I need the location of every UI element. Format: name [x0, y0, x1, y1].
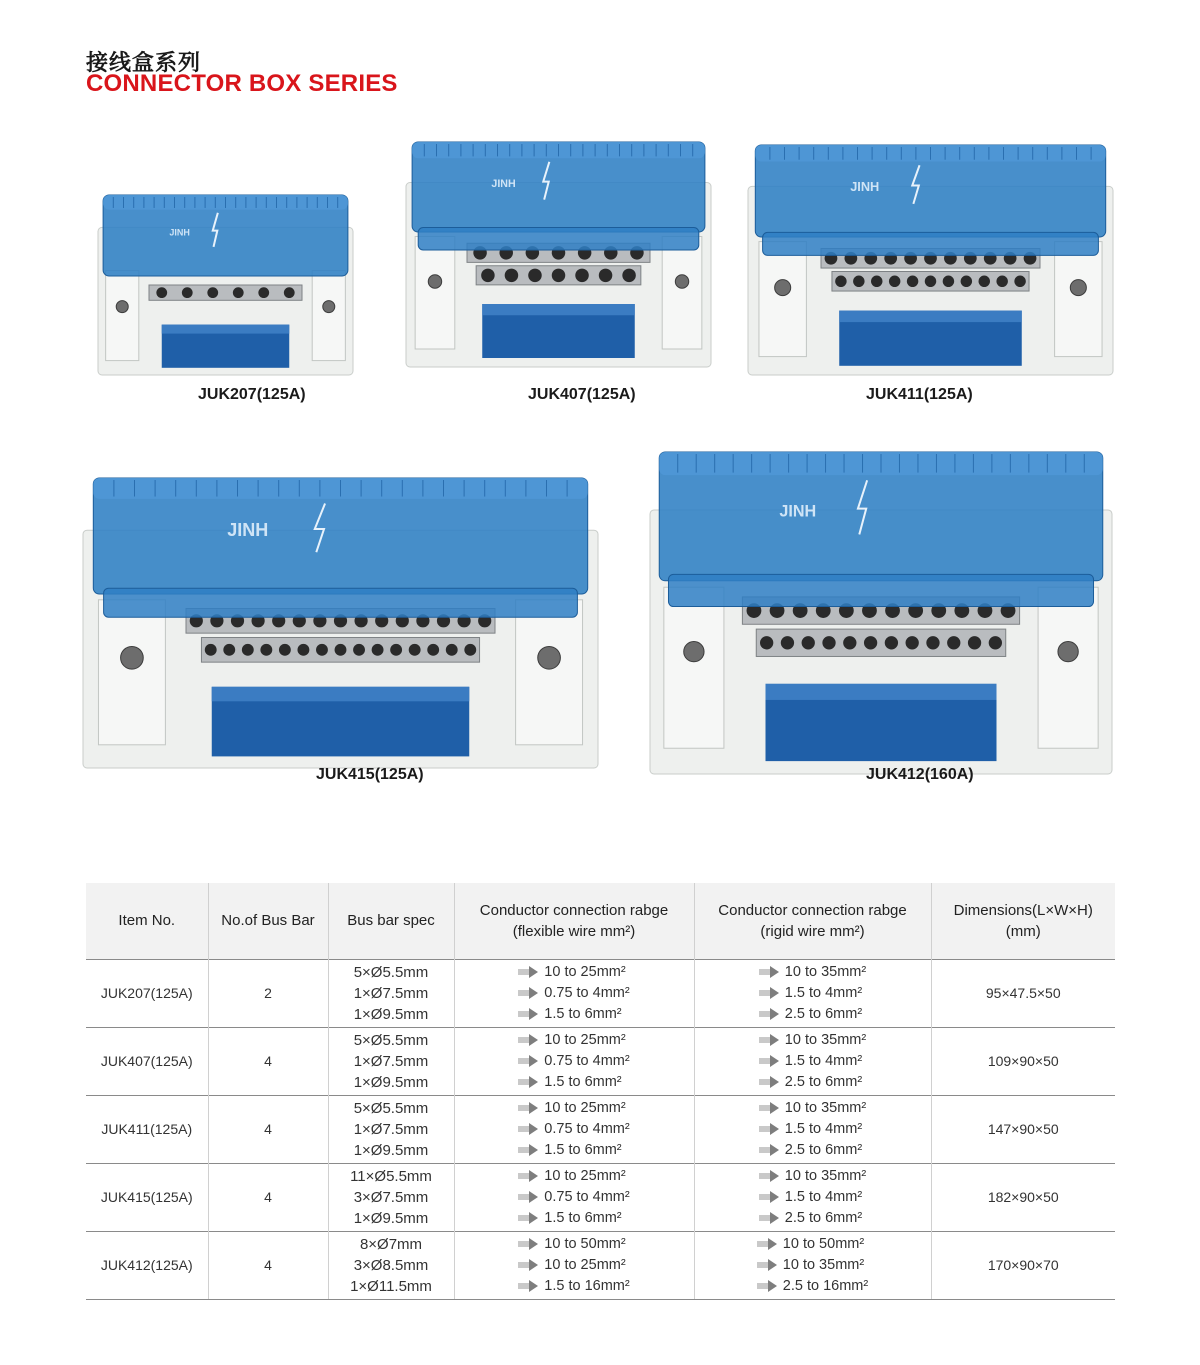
- list-item-text: 10 to 50mm²: [544, 1235, 626, 1252]
- list-item: [354, 1119, 429, 1140]
- column-header-line: Conductor connection rabge: [479, 901, 669, 919]
- column-header-line: (flexible wire mm²): [512, 922, 636, 940]
- connector-box-illustration: [650, 452, 1112, 774]
- flexible-range-cell: [454, 1095, 694, 1163]
- bus-bar-spec-cell: [328, 959, 454, 1027]
- column-header: [694, 883, 931, 959]
- brand-logo: JINH: [850, 179, 880, 194]
- bus-bar-spec-cell: [328, 1027, 454, 1095]
- arrow-icon: [759, 1055, 781, 1067]
- list-item-text: 10 to 25mm²: [544, 1167, 626, 1184]
- arrow-icon: [518, 1170, 540, 1182]
- dimensions-cell: 182×90×50: [931, 1163, 1115, 1231]
- list-item: [759, 1187, 866, 1208]
- list-item-text: 10 to 25mm²: [544, 963, 626, 980]
- item-number-cell: JUK407(125A): [86, 1027, 208, 1095]
- list-item-text: 1×Ø7.5mm: [353, 1120, 429, 1138]
- list-item-text: 3×Ø7.5mm: [353, 1188, 429, 1206]
- bus-bar-spec-cell: [328, 1095, 454, 1163]
- list-item-text: 10 to 35mm²: [784, 963, 867, 980]
- bus-bar-count-cell: 4: [208, 1095, 328, 1163]
- connector-box-illustration: [98, 195, 353, 375]
- item-number-cell: JUK411(125A): [86, 1095, 208, 1163]
- brand-logo: JINH: [779, 502, 817, 521]
- list-item: [757, 1234, 868, 1255]
- rigid-range-cell-list: [759, 1166, 866, 1229]
- rigid-range-cell-list: [759, 1098, 866, 1161]
- item-number-cell: JUK207(125A): [86, 959, 208, 1027]
- product-image-juk407: [406, 142, 711, 367]
- table-row: [86, 959, 1115, 1027]
- arrow-icon: [759, 987, 781, 999]
- list-item: [518, 1187, 629, 1208]
- list-item-text: 2.5 to 6mm²: [784, 1073, 863, 1090]
- list-item-text: 1.5 to 6mm²: [544, 1005, 622, 1022]
- list-item: [350, 1276, 432, 1297]
- rigid-range-cell: [694, 1027, 931, 1095]
- list-item: [350, 1166, 432, 1187]
- connector-box-illustration: [406, 142, 711, 367]
- list-item-text: 10 to 25mm²: [544, 1031, 626, 1048]
- rigid-range-cell: [694, 1095, 931, 1163]
- flexible-range-cell-list: [518, 962, 629, 1025]
- product-image-juk415: [83, 478, 598, 768]
- flexible-range-cell-list: [518, 1030, 629, 1093]
- list-item: [350, 1255, 432, 1276]
- rigid-range-cell: [694, 1231, 931, 1299]
- list-item: [759, 1072, 866, 1093]
- list-item-text: 10 to 35mm²: [784, 1031, 867, 1048]
- list-item: [759, 1051, 866, 1072]
- list-item: [757, 1276, 868, 1297]
- list-item-text: 0.75 to 4mm²: [544, 984, 630, 1001]
- list-item: [518, 962, 629, 983]
- arrow-icon: [759, 1170, 781, 1182]
- rigid-range-cell-list: [759, 1030, 866, 1093]
- list-item-text: 11×Ø5.5mm: [350, 1167, 432, 1185]
- list-item-text: 1.5 to 6mm²: [544, 1141, 622, 1158]
- list-item: [518, 1166, 629, 1187]
- list-item-text: 0.75 to 4mm²: [544, 1120, 630, 1137]
- product-caption-juk407: JUK407(125A): [528, 386, 636, 403]
- arrow-icon: [518, 1123, 540, 1135]
- product-image-juk207: [98, 195, 353, 375]
- column-header-line: (mm): [1005, 922, 1041, 940]
- list-item: [757, 1255, 868, 1276]
- list-item-text: 10 to 35mm²: [782, 1256, 865, 1273]
- list-item: [518, 1208, 629, 1229]
- list-item: [354, 1072, 429, 1093]
- column-header: [208, 883, 328, 959]
- list-item: [354, 962, 429, 983]
- bus-bar-spec-cell-list: [354, 1030, 429, 1093]
- item-number-cell: JUK412(125A): [86, 1231, 208, 1299]
- list-item-text: 10 to 25mm²: [544, 1256, 626, 1273]
- list-item-text: 10 to 25mm²: [544, 1099, 626, 1116]
- table-row: [86, 1163, 1115, 1231]
- list-item: [354, 983, 429, 1004]
- list-item: [518, 1004, 629, 1025]
- list-item-text: 8×Ø7mm: [359, 1235, 423, 1253]
- arrow-icon: [759, 1076, 781, 1088]
- column-header: [86, 883, 208, 959]
- table-row: [86, 1027, 1115, 1095]
- connector-box-illustration: [83, 478, 598, 768]
- column-header-line: Item No.: [118, 912, 176, 930]
- flexible-range-cell: [454, 1231, 694, 1299]
- rigid-range-cell: [694, 1163, 931, 1231]
- arrow-icon: [518, 1102, 540, 1114]
- list-item-text: 5×Ø5.5mm: [353, 1099, 429, 1117]
- arrow-icon: [759, 1123, 781, 1135]
- list-item-text: 1.5 to 4mm²: [784, 1120, 863, 1137]
- bus-bar-count-cell: 2: [208, 959, 328, 1027]
- flexible-range-cell: [454, 959, 694, 1027]
- arrow-icon: [518, 966, 540, 978]
- flexible-range-cell-list: [518, 1234, 629, 1297]
- list-item-text: 1×Ø9.5mm: [353, 1141, 429, 1159]
- list-item-text: 2.5 to 6mm²: [784, 1209, 863, 1226]
- list-item: [354, 1051, 429, 1072]
- arrow-icon: [759, 1191, 781, 1203]
- dimensions-cell: 109×90×50: [931, 1027, 1115, 1095]
- list-item-text: 0.75 to 4mm²: [544, 1052, 630, 1069]
- list-item: [354, 1030, 429, 1051]
- list-item-text: 1.5 to 6mm²: [544, 1073, 622, 1090]
- list-item: [350, 1234, 432, 1255]
- connector-box-illustration: [748, 145, 1113, 375]
- list-item-text: 5×Ø5.5mm: [353, 1031, 429, 1049]
- list-item-text: 0.75 to 4mm²: [544, 1188, 630, 1205]
- list-item: [759, 962, 866, 983]
- product-caption-juk207: JUK207(125A): [198, 386, 306, 403]
- list-item-text: 1.5 to 16mm²: [544, 1277, 630, 1294]
- arrow-icon: [759, 1034, 781, 1046]
- arrow-icon: [518, 1191, 540, 1203]
- page-title-chinese: 接线盒系列: [86, 51, 202, 76]
- flexible-range-cell-list: [518, 1098, 629, 1161]
- arrow-icon: [757, 1238, 779, 1250]
- bus-bar-count-cell: 4: [208, 1163, 328, 1231]
- table-row: [86, 1231, 1115, 1299]
- arrow-icon: [759, 1144, 781, 1156]
- list-item: [518, 1276, 629, 1297]
- dimensions-cell: 95×47.5×50: [931, 959, 1115, 1027]
- list-item-text: 1.5 to 4mm²: [784, 1188, 863, 1205]
- arrow-icon: [518, 1055, 540, 1067]
- product-caption-juk415: JUK415(125A): [316, 766, 424, 783]
- list-item-text: 5×Ø5.5mm: [353, 963, 429, 981]
- bus-bar-count-cell: 4: [208, 1027, 328, 1095]
- list-item-text: 2.5 to 6mm²: [784, 1005, 863, 1022]
- arrow-icon: [518, 1034, 540, 1046]
- bus-bar-spec-cell: [328, 1163, 454, 1231]
- list-item: [518, 1072, 629, 1093]
- list-item: [518, 1255, 629, 1276]
- bus-bar-count-cell: 4: [208, 1231, 328, 1299]
- arrow-icon: [518, 1280, 540, 1292]
- column-header-line: No.of Bus Bar: [221, 912, 315, 930]
- list-item: [759, 1004, 866, 1025]
- column-header: [328, 883, 454, 959]
- product-caption-juk411: JUK411(125A): [866, 386, 973, 403]
- list-item-text: 1.5 to 4mm²: [784, 1052, 863, 1069]
- flexible-range-cell-list: [518, 1166, 629, 1229]
- bus-bar-spec-cell-list: [354, 1098, 429, 1161]
- list-item: [759, 1140, 866, 1161]
- brand-logo: JINH: [169, 227, 190, 238]
- list-item-text: 2.5 to 6mm²: [784, 1141, 863, 1158]
- dimensions-cell: 147×90×50: [931, 1095, 1115, 1163]
- bus-bar-spec-cell: [328, 1231, 454, 1299]
- list-item: [759, 983, 866, 1004]
- list-item-text: 10 to 35mm²: [784, 1167, 867, 1184]
- list-item: [759, 1119, 866, 1140]
- brand-logo: JINH: [491, 178, 516, 190]
- arrow-icon: [518, 987, 540, 999]
- column-header-line: Conductor connection rabge: [718, 901, 907, 919]
- bus-bar-spec-cell-list: [354, 962, 429, 1025]
- list-item-text: 1×Ø9.5mm: [353, 1209, 429, 1227]
- flexible-range-cell: [454, 1163, 694, 1231]
- arrow-icon: [518, 1076, 540, 1088]
- product-image-juk412: [650, 452, 1112, 774]
- list-item: [354, 1140, 429, 1161]
- column-header-line: (rigid wire mm²): [760, 922, 865, 940]
- list-item: [518, 1140, 629, 1161]
- list-item-text: 1×Ø7.5mm: [353, 1052, 429, 1070]
- list-item: [759, 1098, 866, 1119]
- list-item: [759, 1208, 866, 1229]
- column-header: [454, 883, 694, 959]
- list-item: [354, 1004, 429, 1025]
- product-image-juk411: [748, 145, 1113, 375]
- list-item: [350, 1187, 432, 1208]
- arrow-icon: [759, 966, 781, 978]
- list-item-text: 3×Ø8.5mm: [353, 1256, 429, 1274]
- list-item-text: 1×Ø9.5mm: [353, 1005, 429, 1023]
- column-header-line: Dimensions(L×W×H): [953, 901, 1093, 919]
- list-item: [518, 1051, 629, 1072]
- arrow-icon: [518, 1212, 540, 1224]
- column-header-line: Bus bar spec: [347, 912, 435, 930]
- list-item-text: 1×Ø7.5mm: [353, 984, 429, 1002]
- column-header: [931, 883, 1115, 959]
- arrow-icon: [759, 1212, 781, 1224]
- list-item: [759, 1030, 866, 1051]
- list-item: [759, 1166, 866, 1187]
- arrow-icon: [518, 1259, 540, 1271]
- list-item: [354, 1098, 429, 1119]
- table-row: [86, 1095, 1115, 1163]
- list-item-text: 1.5 to 4mm²: [784, 984, 863, 1001]
- list-item: [518, 1119, 629, 1140]
- rigid-range-cell: [694, 959, 931, 1027]
- brand-logo: JINH: [227, 520, 269, 540]
- arrow-icon: [518, 1238, 540, 1250]
- dimensions-cell: 170×90×70: [931, 1231, 1115, 1299]
- page-title: CONNECTOR BOX SERIES: [86, 70, 398, 97]
- list-item-text: 1×Ø9.5mm: [353, 1073, 429, 1091]
- list-item-text: 10 to 35mm²: [784, 1099, 867, 1116]
- list-item: [518, 983, 629, 1004]
- arrow-icon: [757, 1259, 779, 1271]
- arrow-icon: [759, 1102, 781, 1114]
- list-item-text: 1×Ø11.5mm: [350, 1277, 432, 1295]
- bus-bar-spec-cell-list: [350, 1234, 432, 1297]
- arrow-icon: [759, 1008, 781, 1020]
- arrow-icon: [518, 1008, 540, 1020]
- list-item: [350, 1208, 432, 1229]
- list-item-text: 10 to 50mm²: [782, 1235, 865, 1252]
- list-item: [518, 1030, 629, 1051]
- list-item: [518, 1234, 629, 1255]
- list-item-text: 1.5 to 6mm²: [544, 1209, 622, 1226]
- flexible-range-cell: [454, 1027, 694, 1095]
- product-caption-juk412: JUK412(160A): [866, 766, 974, 783]
- rigid-range-cell-list: [759, 962, 866, 1025]
- rigid-range-cell-list: [757, 1234, 868, 1297]
- arrow-icon: [757, 1280, 779, 1292]
- table-header-row: [86, 883, 1115, 959]
- arrow-icon: [518, 1144, 540, 1156]
- bus-bar-spec-cell-list: [350, 1166, 432, 1229]
- specification-table: [86, 883, 1115, 1300]
- list-item-text: 2.5 to 16mm²: [782, 1277, 869, 1294]
- list-item: [518, 1098, 629, 1119]
- item-number-cell: JUK415(125A): [86, 1163, 208, 1231]
